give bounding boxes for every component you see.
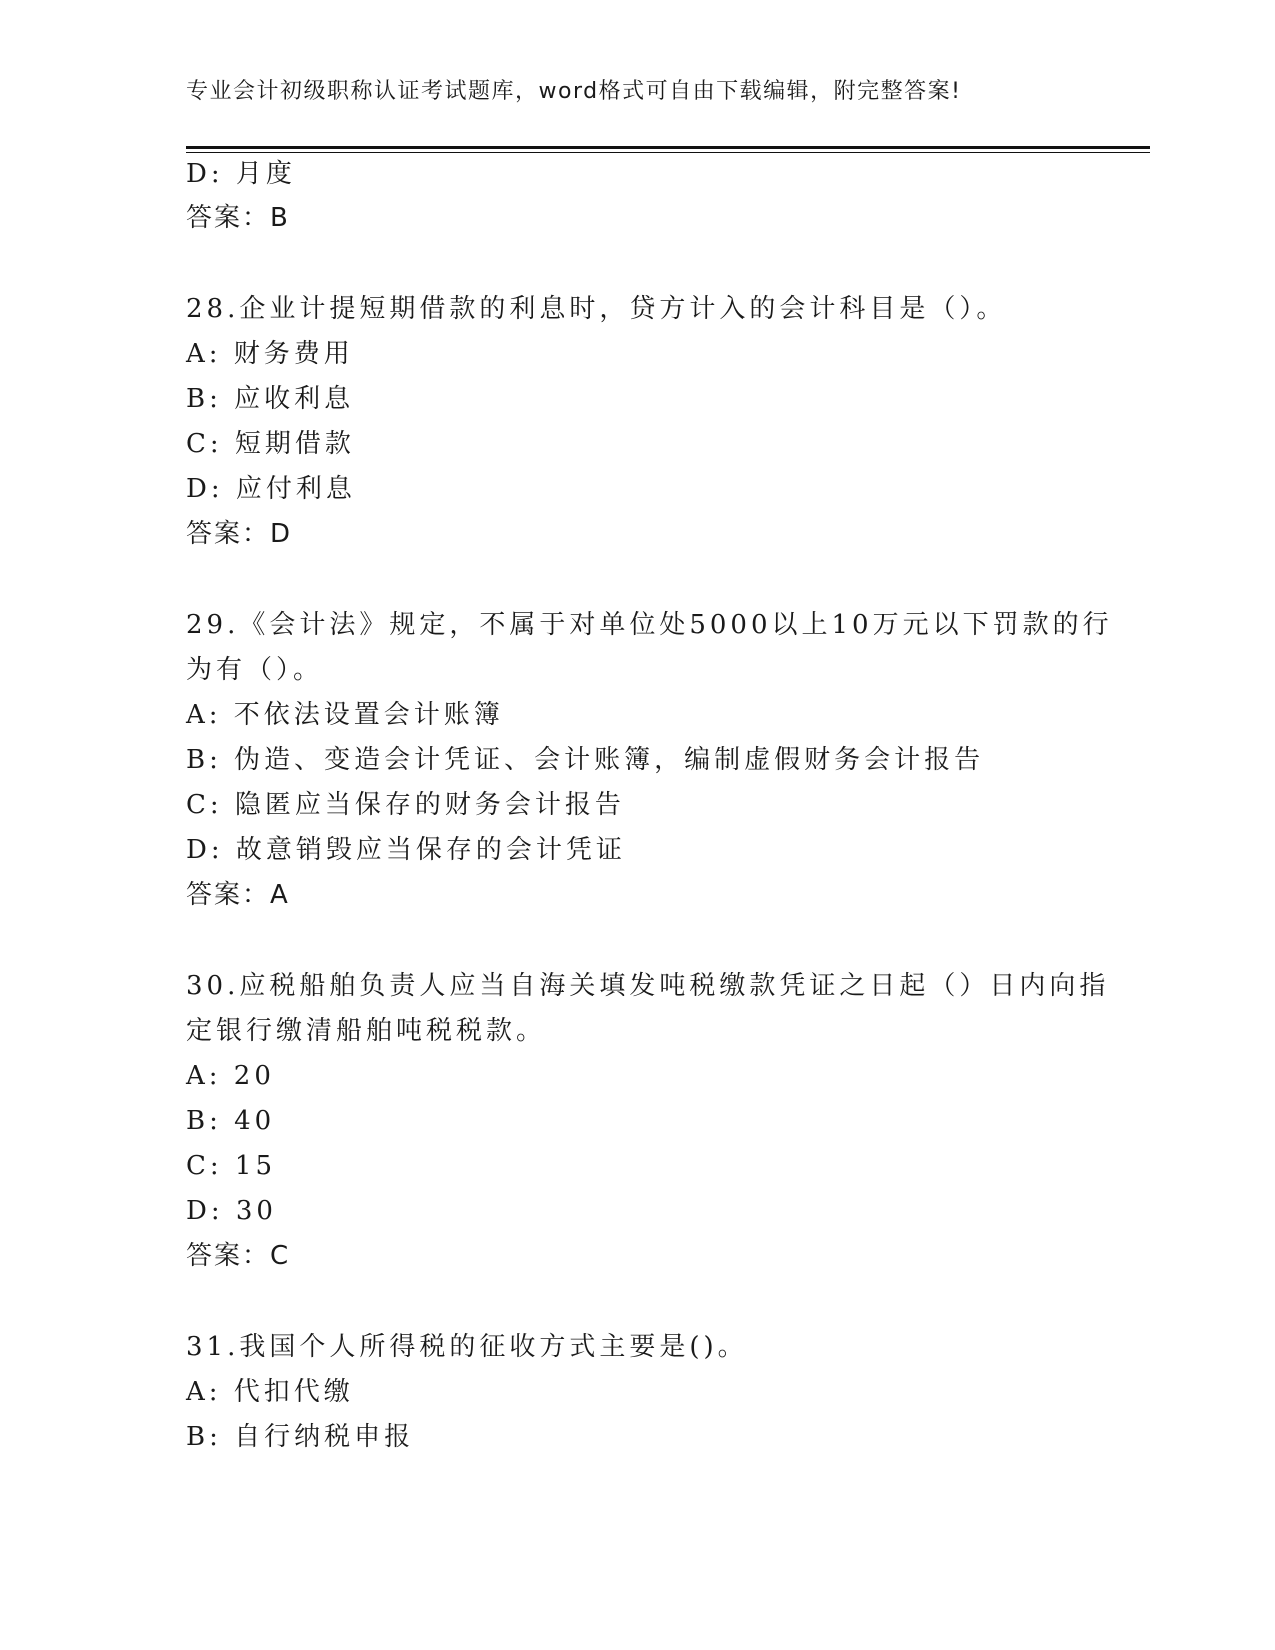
page-header: 专业会计初级职称认证考试题库，word格式可自由下载编辑，附完整答案! [186, 79, 962, 104]
q29-question-line2: 为有（）。 [186, 655, 324, 685]
q31-question: 31.我国个人所得税的征收方式主要是()。 [186, 1332, 748, 1362]
header-rule-thick [186, 146, 1150, 149]
q30-question-line2: 定银行缴清船舶吨税税款。 [186, 1016, 547, 1046]
q29-option-c: C: 隐匿应当保存的财务会计报告 [186, 790, 625, 820]
q29-option-b: B: 伪造、变造会计凭证、会计账簿，编制虚假财务会计报告 [186, 745, 985, 775]
q28-question: 28.企业计提短期借款的利息时，贷方计入的会计科目是（）。 [186, 294, 1007, 324]
header-rule-thin [186, 152, 1150, 153]
q29-question-line1: 29.《会计法》规定，不属于对单位处5000以上10万元以下罚款的行 [186, 610, 1113, 640]
q30-question-line1: 30.应税船舶负责人应当自海关填发吨税缴款凭证之日起（）日内向指 [186, 971, 1110, 1001]
q30-answer: 答案：C [186, 1241, 291, 1271]
q29-option-a: A: 不依法设置会计账簿 [186, 700, 504, 730]
q28-answer: 答案：D [186, 519, 293, 549]
q30-option-a: A: 20 [186, 1061, 275, 1091]
q30-option-d: D: 30 [186, 1196, 277, 1226]
q29-answer: 答案：A [186, 880, 290, 910]
q30-option-c: C: 15 [186, 1151, 277, 1181]
q29-option-d: D: 故意销毁应当保存的会计凭证 [186, 835, 626, 865]
q28-option-b: B: 应收利息 [186, 384, 355, 414]
q28-option-a: A: 财务费用 [186, 339, 354, 369]
q28-option-c: C: 短期借款 [186, 429, 355, 459]
q31-option-a: A: 代扣代缴 [186, 1377, 354, 1407]
q28-option-d: D: 应付利息 [186, 474, 356, 504]
prev-option-d: D: 月度 [186, 159, 296, 189]
q30-option-b: B: 40 [186, 1106, 276, 1136]
q31-option-b: B: 自行纳税申报 [186, 1422, 415, 1452]
prev-answer: 答案：B [186, 203, 290, 233]
